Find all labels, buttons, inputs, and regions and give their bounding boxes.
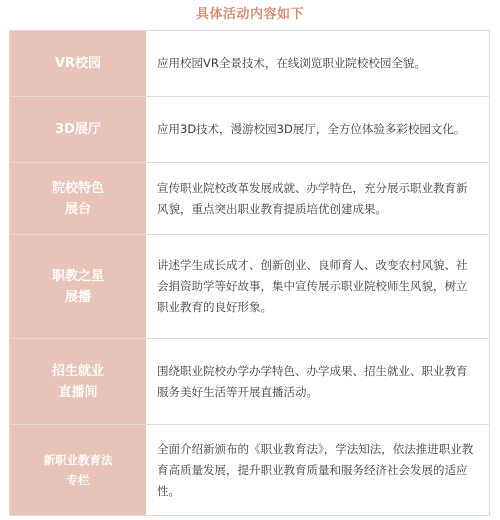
activity-name-line: 3D展厅 bbox=[55, 122, 101, 137]
page-title: 具体活动内容如下 bbox=[195, 7, 304, 22]
activity-name-line: 展台 bbox=[64, 201, 91, 217]
activity-description-cell bbox=[146, 339, 489, 424]
activity-name-cell bbox=[10, 97, 146, 162]
activity-name-line: 直播间 bbox=[58, 384, 98, 400]
activity-table bbox=[9, 30, 490, 516]
activity-name-line: 院校特色 bbox=[51, 180, 104, 196]
activity-description: 宣传职业院校改革发展成就、办学特色，充分展示职业教育新风貌，重点突出职业教育提质培优创建成果。 bbox=[157, 180, 468, 216]
table-row bbox=[10, 339, 489, 425]
activity-name-line: 专栏 bbox=[66, 473, 90, 487]
table-row bbox=[10, 31, 489, 97]
activity-description: 应用校园VR全景技术，在线浏览职业院校校园全貌。 bbox=[157, 56, 426, 70]
table-row bbox=[10, 425, 489, 515]
table-row bbox=[10, 97, 489, 163]
activity-description: 应用3D技术，漫游校园3D展厅，全方位体验多彩校园文化。 bbox=[157, 122, 466, 136]
activity-name-line: 新职业教育法 bbox=[43, 453, 113, 467]
activity-description-cell bbox=[146, 163, 489, 234]
activity-name-cell bbox=[10, 31, 146, 96]
activity-name-line: VR校园 bbox=[54, 56, 102, 71]
activity-name-cell bbox=[10, 163, 146, 234]
activity-name-cell bbox=[10, 425, 146, 515]
activity-description: 全面介绍新颁布的《职业教育法》，学法知法，依法推进职业教育高质量发展，提升职业教育质量和服务经济社会发展的适应性。 bbox=[157, 441, 474, 498]
activity-description-cell bbox=[146, 31, 489, 96]
table-row bbox=[10, 235, 489, 339]
activity-name-line: 招生就业 bbox=[51, 363, 104, 379]
activity-name-line: 展播 bbox=[64, 289, 91, 305]
activity-description-cell bbox=[146, 235, 489, 338]
activity-description-cell bbox=[146, 97, 489, 162]
activity-description: 围绕职业院校办学办学特色、办学成果、招生就业、职业教育服务美好生活等开展直播活动。 bbox=[157, 363, 468, 399]
activity-description: 讲述学生成长成才、创新创业、良师育人、改变农村风貌、社会捐资助学等好故事，集中宣传展示职业院校师生风貌，树立职业教育的良好形象。 bbox=[157, 258, 468, 314]
activity-name-line: 职教之星 bbox=[51, 268, 104, 284]
table-row bbox=[10, 163, 489, 235]
activity-description-cell bbox=[146, 425, 489, 515]
activity-name-cell bbox=[10, 235, 146, 338]
activity-name-cell bbox=[10, 339, 146, 424]
